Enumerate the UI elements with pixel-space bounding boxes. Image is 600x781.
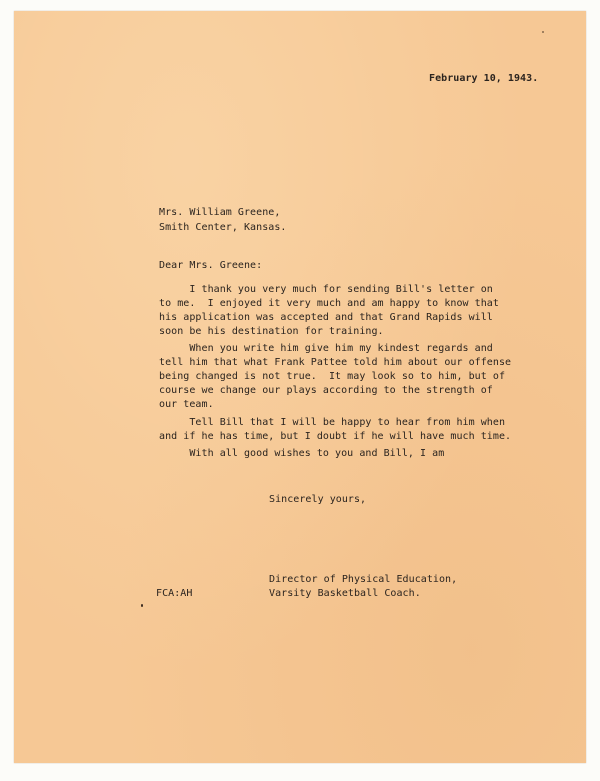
paragraph-line: his application was accepted and that Grand Rapids will <box>159 312 493 323</box>
recipient-address: Smith Center, Kansas. <box>159 222 287 233</box>
letter-paper <box>14 11 586 763</box>
paragraph-line: being changed is not true. It may look so to him, but of <box>159 371 506 382</box>
paragraph-line: Tell Bill that I will be happy to hear from him when <box>159 417 506 428</box>
paper-speck <box>141 604 143 607</box>
typist-initials: FCA:AH <box>156 588 193 599</box>
paragraph-line: tell him that what Frank Pattee told him about our offense <box>159 357 512 368</box>
paragraph-line: to me. I enjoyed it very much and am happy to know that <box>159 298 499 309</box>
paragraph-line: and if he has time, but I doubt if he will have much time. <box>159 431 512 442</box>
letter-date: February 10, 1943. <box>429 73 539 84</box>
signature-title-1: Director of Physical Education, <box>269 574 458 585</box>
recipient-name: Mrs. William Greene, <box>159 207 281 218</box>
closing: Sincerely yours, <box>269 494 367 505</box>
salutation: Dear Mrs. Greene: <box>159 260 263 271</box>
signature-title-2: Varsity Basketball Coach. <box>269 588 421 599</box>
paragraph-line: With all good wishes to you and Bill, I am <box>159 448 445 459</box>
paragraph-line: soon be his destination for training. <box>159 326 384 337</box>
paragraph-line: course we change our plays according to the strength of <box>159 385 493 396</box>
paragraph-line: our team. <box>159 399 214 410</box>
paragraph-line: When you write him give him my kindest regards and <box>159 343 493 354</box>
paper-speck <box>542 31 544 33</box>
paragraph-line: I thank you very much for sending Bill's letter on <box>159 284 493 295</box>
